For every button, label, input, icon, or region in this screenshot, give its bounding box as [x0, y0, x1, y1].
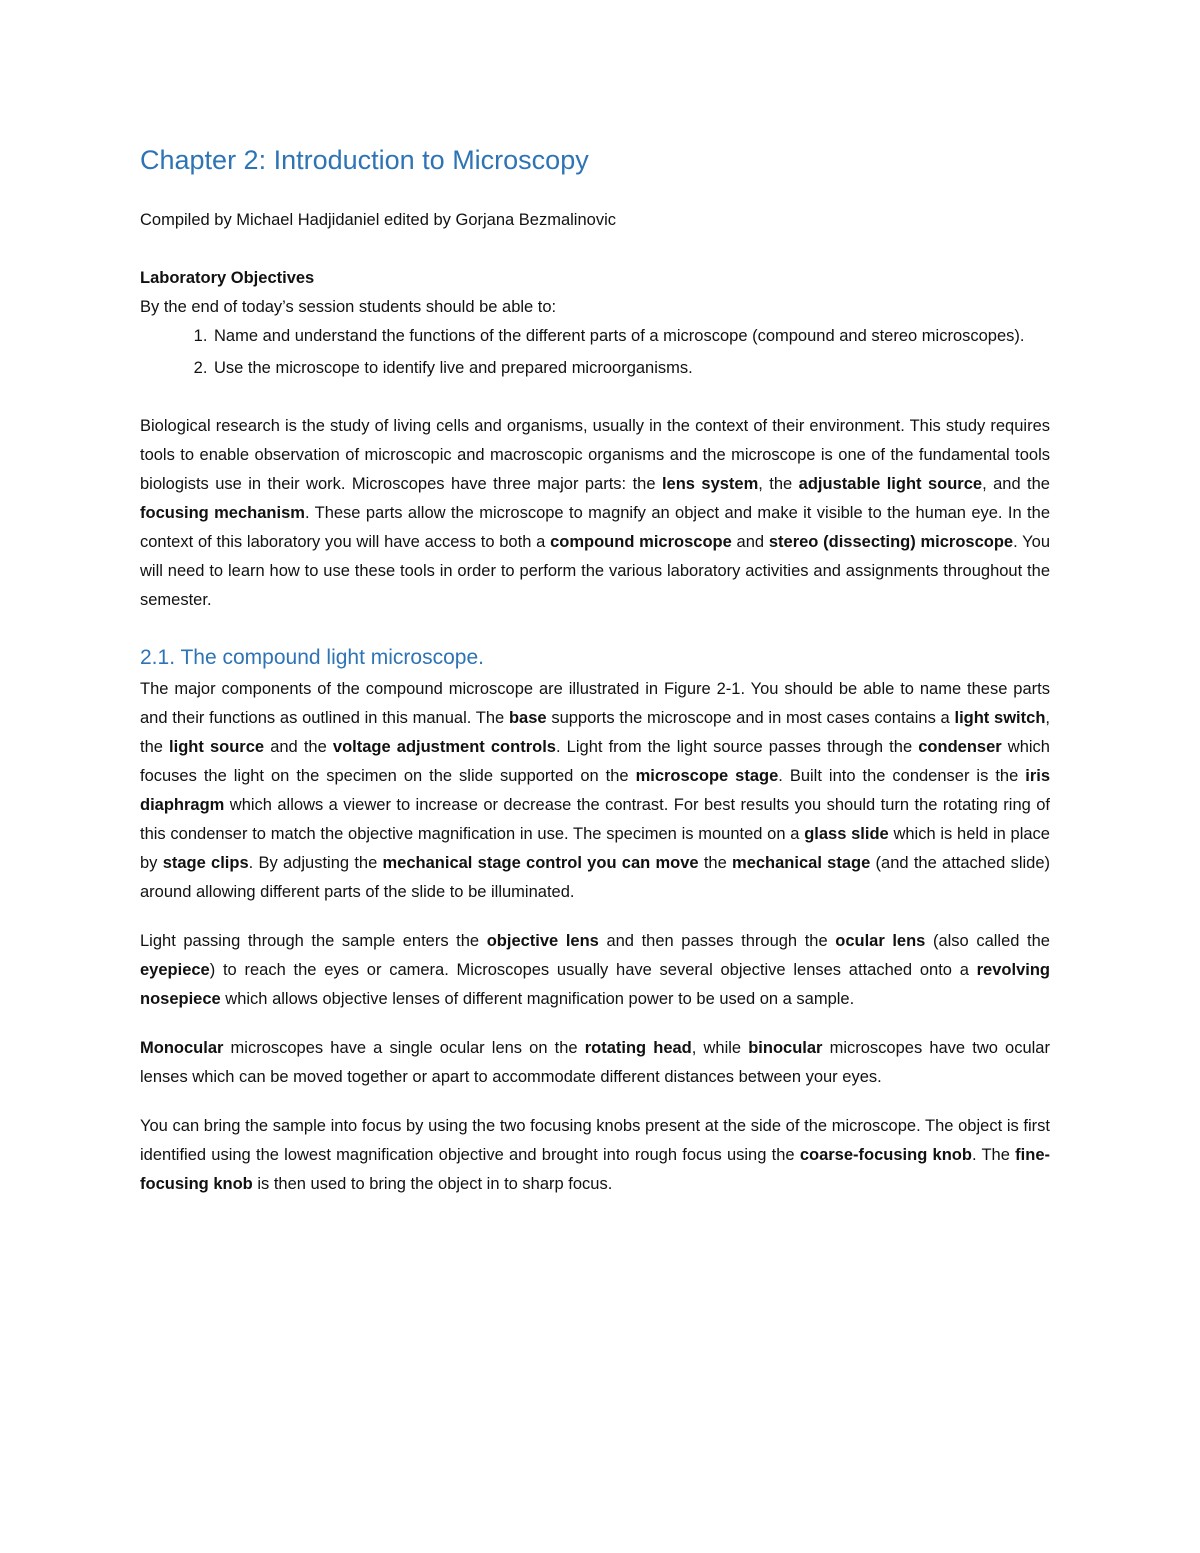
- text-run: , the: [140, 709, 1050, 756]
- text-run: Light passing through the sample enters the: [140, 932, 487, 950]
- text-run: . Built into the condenser is the: [778, 767, 1026, 785]
- text-run: is then used to bring the object in to sharp focus.: [252, 1175, 613, 1193]
- text-run: . By adjusting the: [248, 854, 383, 872]
- section-paragraph-1: [140, 675, 1050, 907]
- objective-item: 1. Name and understand the functions of the different parts of a microscope (compound and stereo microscopes).: [212, 322, 1050, 351]
- term-glass-slide: glass slide: [804, 825, 889, 843]
- text-run: The major components of the compound microscope are illustrated in Figure 2-1. You should be able to name these parts and their functions as outlined in this manual. The: [140, 680, 1050, 727]
- term-revolving-nosepiece: revolving nosepiece: [140, 961, 1050, 1008]
- term-coarse-focusing-knob: coarse-focusing knob: [799, 1146, 972, 1164]
- objectives-list: [140, 322, 1050, 383]
- byline: Compiled by Michael Hadjidaniel edited by Gorjana Bezmalinovic: [140, 211, 616, 229]
- text-run: , the: [758, 475, 799, 493]
- term-monocular: Monocular: [140, 1039, 224, 1057]
- term-stereo-microscope: stereo (dissecting) microscope: [768, 533, 1014, 551]
- term-focusing-mechanism: focusing mechanism: [140, 504, 305, 522]
- text-run: , and the: [982, 475, 1050, 493]
- term-binocular: binocular: [748, 1039, 823, 1057]
- text-run: which allows a viewer to increase or decrease the contrast. For best results you should turn the rotating ring of this condenser to match the objective magnification in use. The specimen is mounted on a: [140, 796, 1050, 843]
- term-voltage-adjustment-controls: voltage adjustment controls: [332, 738, 556, 756]
- text-run: , while: [691, 1039, 749, 1057]
- text-run: which focuses the light on the specimen on the slide supported on the: [140, 738, 1050, 785]
- text-run: microscopes have two ocular lenses which can be moved together or apart to accommodate different distances between your eyes.: [140, 1039, 1050, 1086]
- text-run: . The: [971, 1146, 1016, 1164]
- text-run: supports the microscope and in most cases contains a: [546, 709, 955, 727]
- chapter-title: Chapter 2: Introduction to Microscopy: [140, 145, 589, 175]
- term-condenser: condenser: [918, 738, 1002, 756]
- term-ocular-lens: ocular lens: [835, 932, 926, 950]
- term-eyepiece: eyepiece: [140, 961, 210, 979]
- section-paragraph-2: [140, 927, 1050, 1014]
- document-page: [140, 140, 1050, 1219]
- text-run: and: [731, 533, 769, 551]
- objectives-intro: By the end of today’s session students should be able to:: [140, 298, 557, 316]
- text-run: ) to reach the eyes or camera. Microscopes usually have several objective lenses attached onto a: [209, 961, 977, 979]
- term-light-source: light source: [169, 738, 265, 756]
- term-fine-focusing-knob: fine-focusing knob: [140, 1146, 1050, 1193]
- section-heading: 2.1. The compound light microscope.: [140, 646, 484, 669]
- text-run: You can bring the sample into focus by using the two focusing knobs present at the side of the microscope. The object is first identified using the lowest magnification objective and brought into rough focus using the: [140, 1117, 1050, 1164]
- text-run: which allows objective lenses of different magnification power to be used on a sample.: [220, 990, 855, 1008]
- intro-paragraph: [140, 412, 1050, 615]
- text-run: (and the attached slide) around allowing different parts of the slide to be illuminated.: [140, 854, 1051, 901]
- text-run: Biological research is the study of living cells and organisms, usually in the context of their environment. This study requires tools to enable observation of microscopic and macroscopic organisms and the microscope is one of the fundamental tools biologists use in their work. Microscopes have three major parts: the: [140, 417, 1050, 493]
- term-adjustable-light-source: adjustable light source: [798, 475, 983, 493]
- text-run: which is held in place by: [140, 825, 1050, 872]
- text-run: and then passes through the: [598, 932, 836, 950]
- term-mechanical-stage: mechanical stage: [732, 854, 871, 872]
- term-mechanical-stage-control: mechanical stage control you can move: [382, 854, 699, 872]
- text-run: . These parts allow the microscope to magnify an object and make it visible to the human eye. In the context of this laboratory you will have access to both a: [140, 504, 1050, 551]
- text-run: . Light from the light source passes through the: [555, 738, 919, 756]
- term-microscope-stage: microscope stage: [635, 767, 779, 785]
- term-light-switch: light switch: [954, 709, 1046, 727]
- term-stage-clips: stage clips: [162, 854, 249, 872]
- objective-item: 2. Use the microscope to identify live and prepared microorganisms.: [212, 354, 1050, 383]
- text-run: and the: [264, 738, 333, 756]
- term-objective-lens: objective lens: [486, 932, 599, 950]
- text-run: microscopes have a single ocular lens on the: [223, 1039, 585, 1057]
- text-run: . You will need to learn how to use these tools in order to perform the various laboratory activities and assignments throughout the semester.: [140, 533, 1050, 609]
- term-iris-diaphragm: iris diaphragm: [140, 767, 1051, 814]
- objectives-heading: Laboratory Objectives: [140, 269, 315, 287]
- term-lens-system: lens system: [661, 475, 759, 493]
- term-base: base: [508, 709, 547, 727]
- term-compound-microscope: compound microscope: [550, 533, 732, 551]
- section-paragraph-3: [140, 1034, 1050, 1092]
- text-run: the: [698, 854, 733, 872]
- term-rotating-head: rotating head: [584, 1039, 692, 1057]
- section-paragraph-4: [140, 1112, 1050, 1199]
- text-run: (also called the: [925, 932, 1050, 950]
